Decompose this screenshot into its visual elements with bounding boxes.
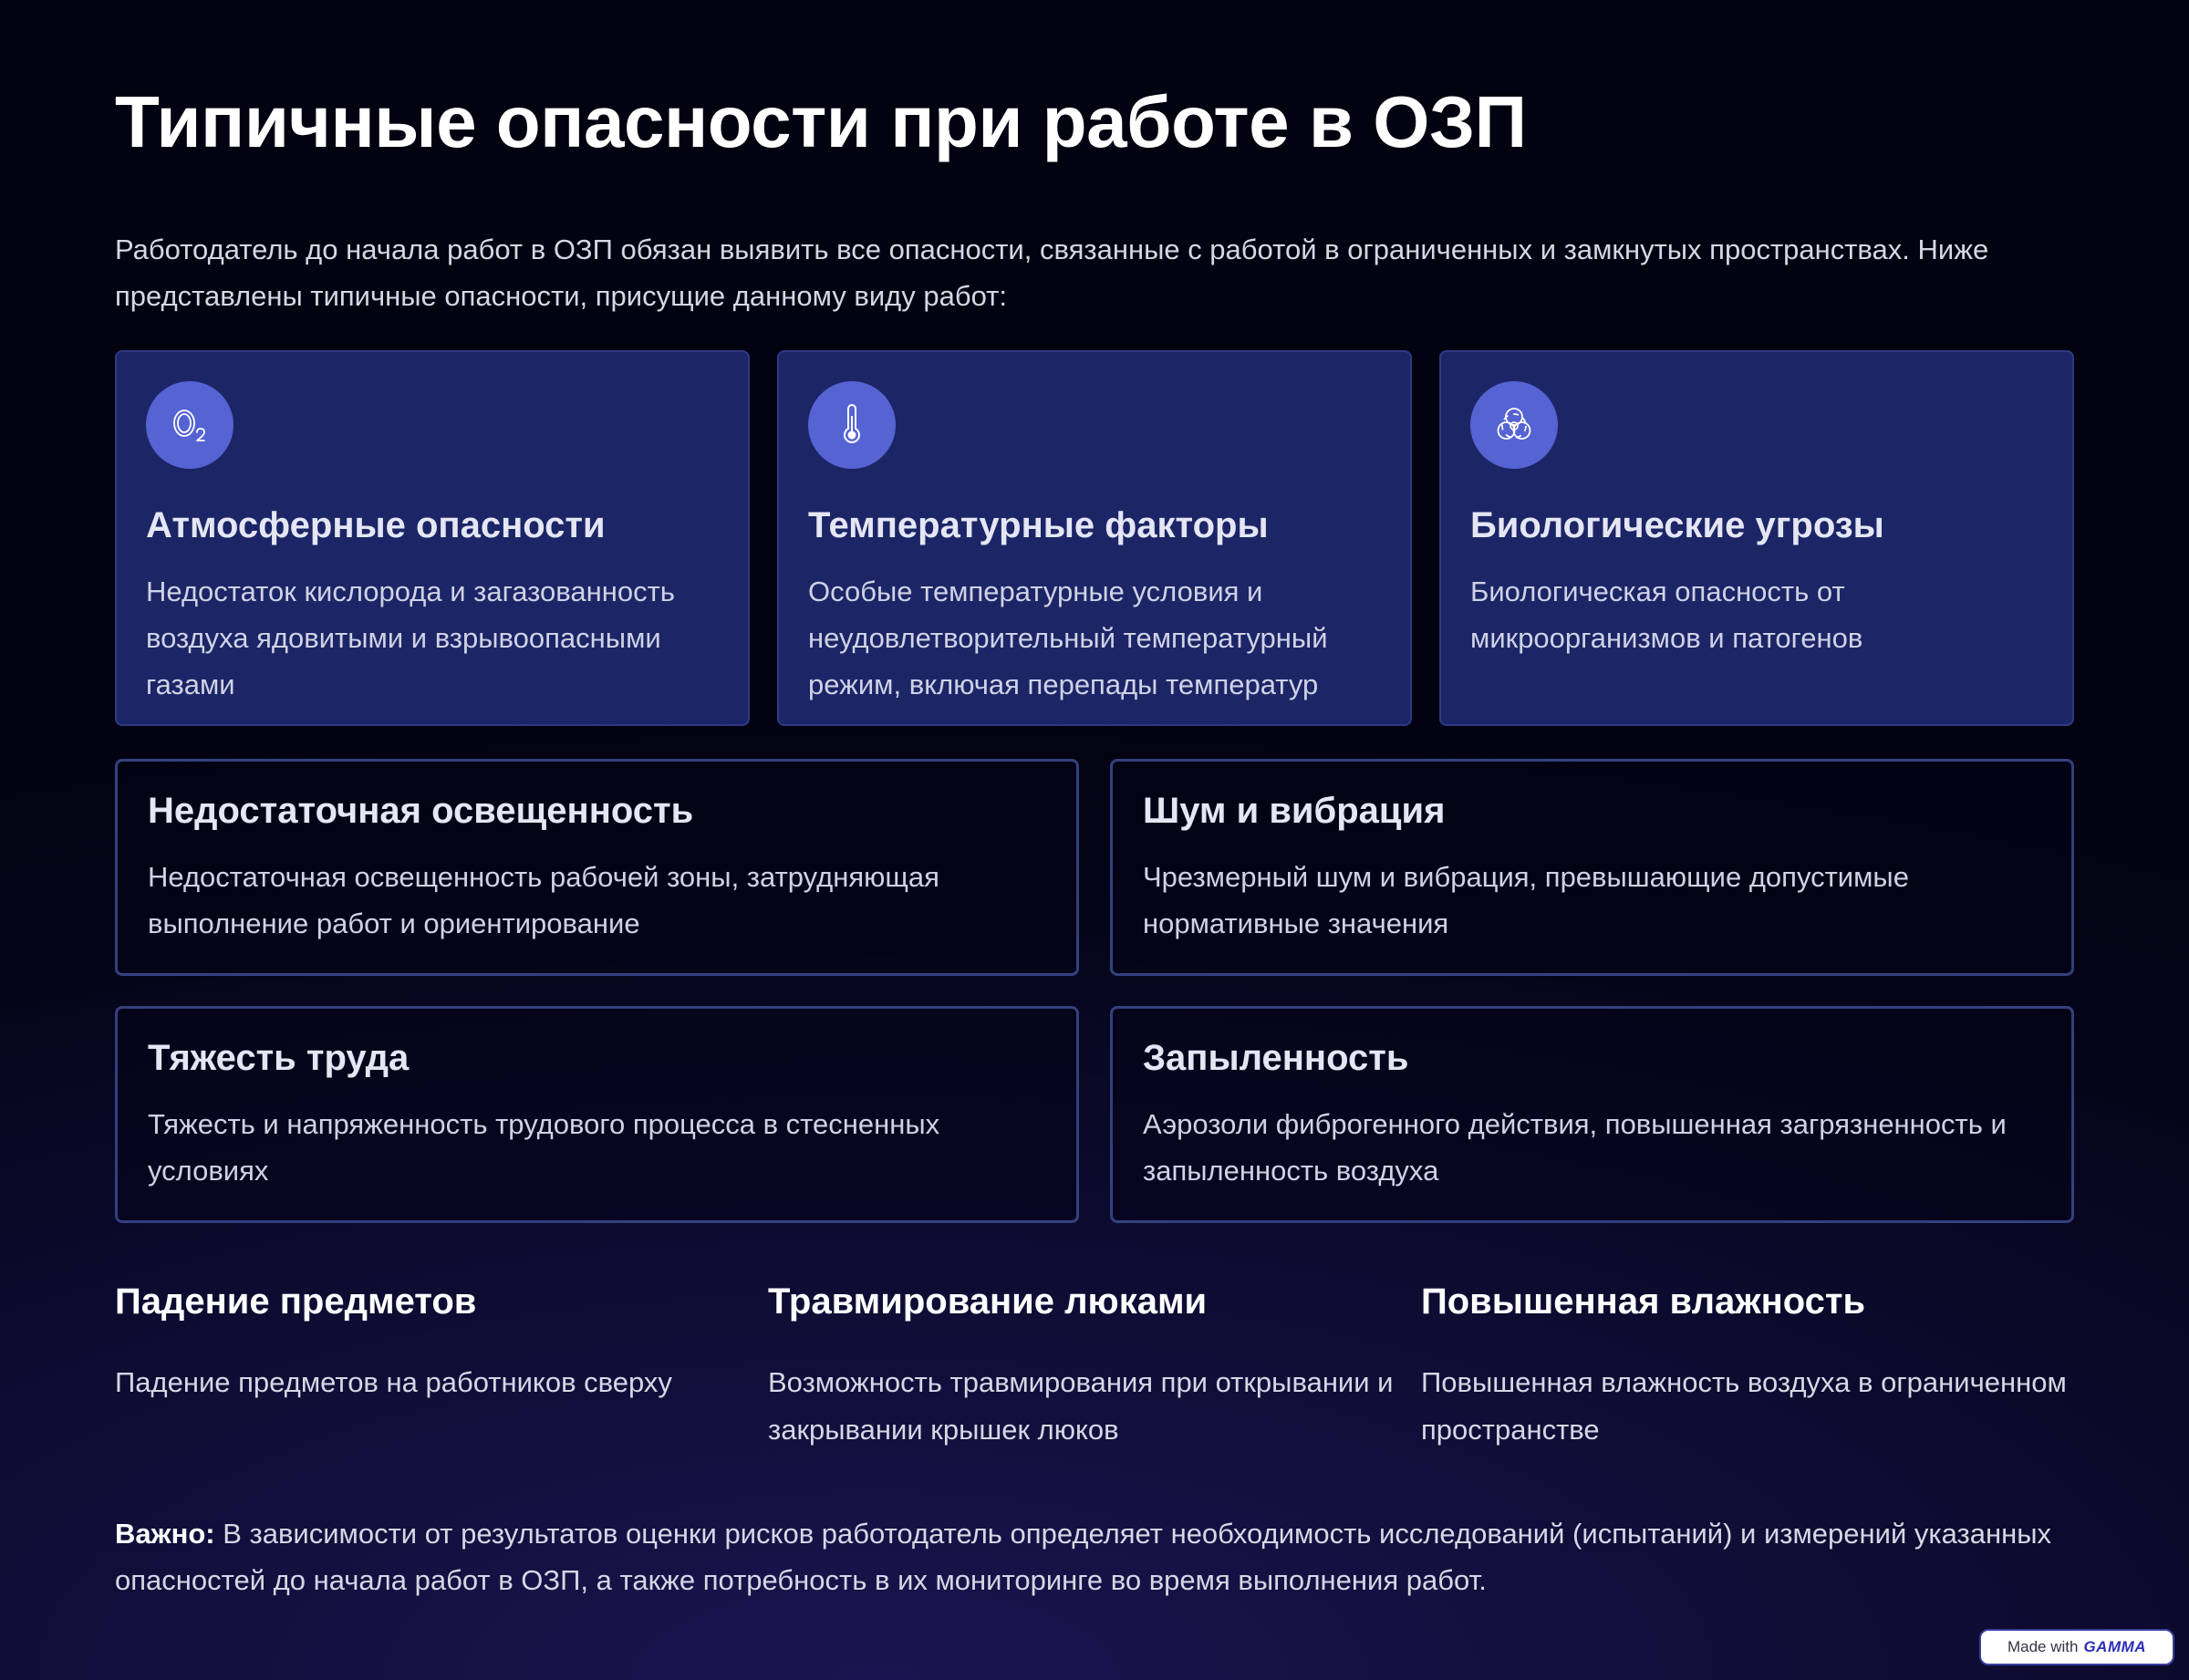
hazard-row (115, 1006, 2074, 1223)
hazard-item-hatches (768, 1281, 1421, 1454)
hazard-text: Особые температурные условия и неудовлетворительный температурный режим, включая перепады температур (808, 576, 1328, 700)
page-title: Типичные опасности при работе в ОЗП (115, 81, 1527, 162)
hazard-text: Падение предметов на работников сверху (115, 1366, 672, 1398)
hazard-row (115, 759, 2074, 976)
hazard-title: Недостаточная освещенность (148, 791, 694, 831)
hazard-text: Повышенная влажность воздуха в ограниченном пространстве (1421, 1366, 2067, 1446)
hazard-text: Недостаточная освещенность рабочей зоны, затрудняющая выполнение работ и ориентирование (148, 861, 939, 939)
hazard-card-atmospheric (115, 350, 750, 726)
hazard-title: Шум и вибрация (1143, 791, 1446, 831)
intro-text: Работодатель до начала работ в ОЗП обязан выявить все опасности, связанные с работой в ограниченных и замкнутых пространствах. Ниже представлены типичные опасности, присущие данному виду работ: (115, 233, 1989, 312)
hazard-item-humidity (1421, 1281, 2074, 1454)
note-label: Важно: (115, 1518, 215, 1550)
featured-hazards (115, 350, 2074, 726)
hazard-title: Травмирование люками (768, 1281, 1208, 1322)
hazard-item-falling (115, 1281, 768, 1454)
hazard-card-dust (1110, 1006, 2074, 1223)
hazard-title: Атмосферные опасности (146, 505, 606, 545)
hazard-card-labor (115, 1006, 1079, 1223)
important-note (115, 1510, 2085, 1603)
gamma-logo: GAMMA (2083, 1638, 2147, 1655)
hazard-card-biological (1439, 350, 2074, 726)
hazard-card-temperature (777, 350, 1412, 726)
note-text: В зависимости от результатов оценки рисков работодатель определяет необходимость исследований (испытаний) и измерений указанных опасностей до начала работ в ОЗП, а также потребность в их мониторинге во время выполнения работ. (115, 1518, 2052, 1596)
hazard-title: Температурные факторы (808, 505, 1269, 545)
hazard-title: Запыленность (1143, 1038, 1409, 1078)
hazard-title: Тяжесть труда (148, 1038, 410, 1078)
hazard-text: Тяжесть и напряженность трудового процесса в стесненных условиях (148, 1108, 940, 1187)
thermometer-icon (808, 381, 896, 469)
oxygen-icon (146, 381, 233, 469)
hazard-title: Падение предметов (115, 1281, 477, 1322)
hazard-text: Недостаток кислорода и загазованность воздуха ядовитыми и взрывоопасными газами (146, 576, 675, 700)
made-with-gamma-badge[interactable] (1979, 1629, 2174, 1665)
hazard-card-noise (1110, 759, 2074, 976)
hazard-text: Чрезмерный шум и вибрация, превышающие допустимые нормативные значения (1143, 861, 1909, 939)
hazard-text: Возможность травмирования при открывании и закрывании крышек люков (768, 1366, 1394, 1446)
badge-prefix: Made with (2007, 1638, 2079, 1655)
hazard-card-lighting (115, 759, 1079, 976)
hazard-title: Биологические угрозы (1470, 505, 1884, 545)
hazard-title: Повышенная влажность (1421, 1281, 1866, 1322)
hazard-text: Биологическая опасность от микроорганизмов и патогенов (1470, 576, 1863, 654)
hazard-list (115, 1281, 2074, 1454)
hazard-text: Аэрозоли фиброгенного действия, повышенная загрязненность и запыленность воздуха (1143, 1108, 2007, 1187)
biohazard-icon (1470, 381, 1558, 469)
